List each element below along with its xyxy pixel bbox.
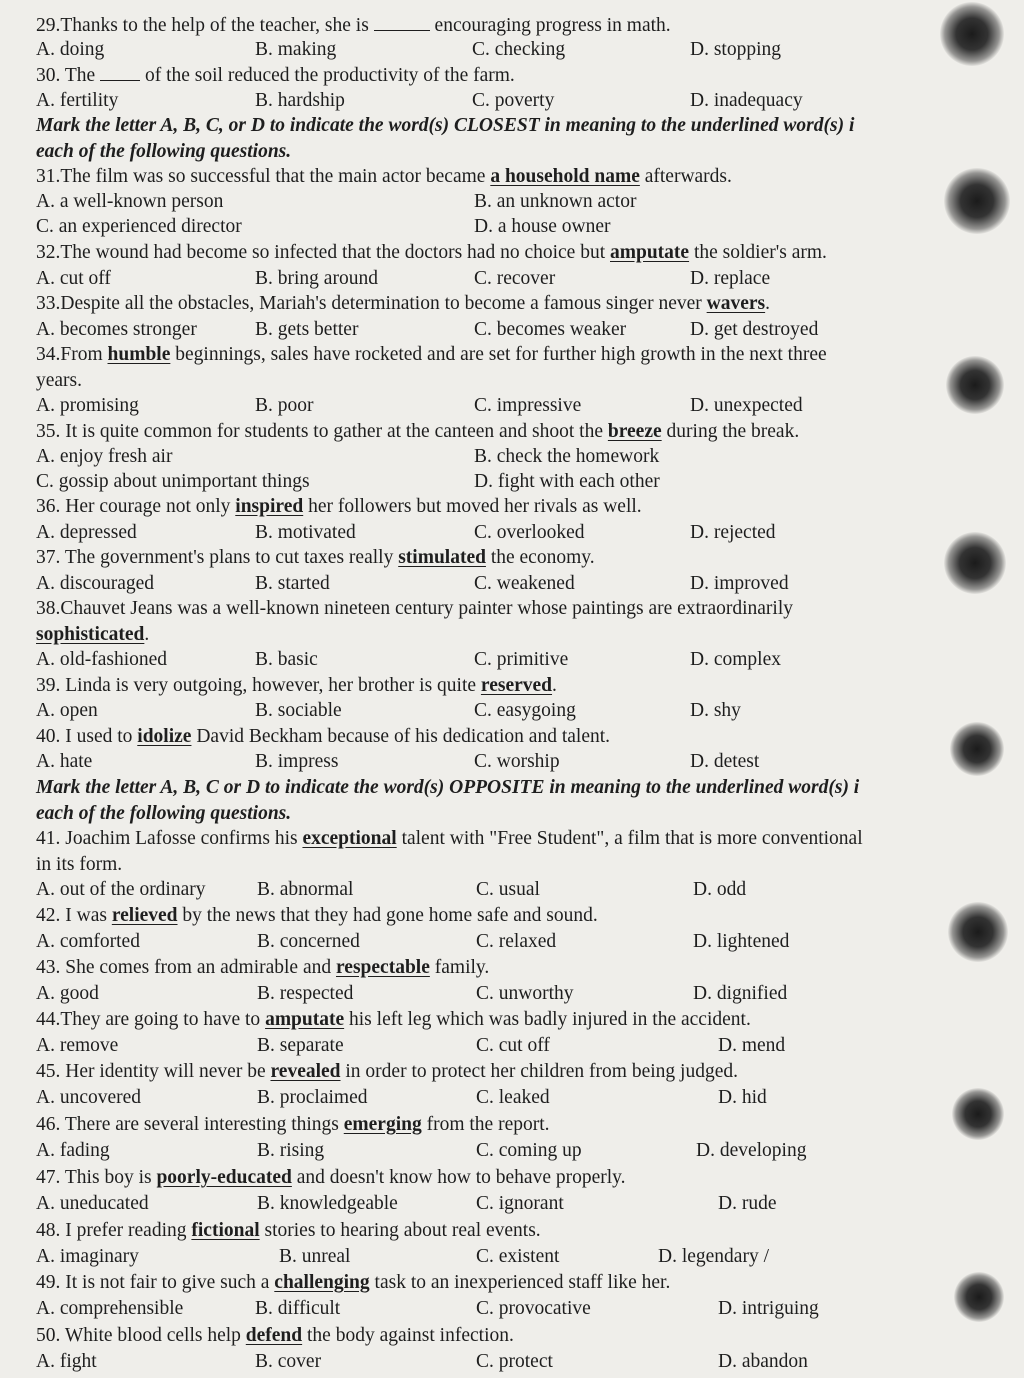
ink-blot: [952, 1088, 1004, 1140]
question-45: [36, 1059, 738, 1084]
question-text: 40. I used to: [36, 726, 138, 747]
option-a: A. out of the ordinary: [36, 879, 206, 900]
instruction-closest-cont: each of the following questions.: [36, 141, 292, 162]
question-38: 38.Chauvet Jeans was a well-known nineteen century painter whose paintings are extraordinarily: [36, 598, 794, 619]
option-d: D. lightened: [693, 931, 790, 952]
question-text: 39. Linda is very outgoing, however, her brother is quite: [36, 675, 481, 696]
question-text: 48. I prefer reading: [36, 1220, 192, 1241]
underlined-word: challenging: [274, 1272, 370, 1293]
options-37: [36, 571, 936, 596]
question-49: [36, 1270, 670, 1295]
question-text: .: [552, 675, 557, 696]
option-d: D. stopping: [690, 39, 782, 60]
question-text: stories to hearing about real events.: [259, 1220, 541, 1241]
question-text: 32.The wound had become so infected that the doctors had no choice but: [36, 242, 610, 263]
question-41-cont: in its form.: [36, 854, 123, 875]
underlined-word: wavers: [706, 293, 766, 314]
option-b: B. proclaimed: [257, 1087, 368, 1108]
options-46: [36, 1138, 936, 1163]
question-text: 33.Despite all the obstacles, Mariah's determination to become a famous singer never: [36, 293, 707, 314]
option-d: D. unexpected: [690, 395, 803, 416]
question-text: the economy.: [485, 547, 595, 568]
option-b: B. bring around: [255, 268, 378, 289]
option-c: C. usual: [476, 879, 540, 900]
option-d: D. odd: [693, 879, 747, 900]
options-48: [36, 1244, 936, 1269]
underlined-word: reserved: [480, 675, 553, 696]
question-text: 31.The film was so successful that the main actor became: [36, 166, 491, 187]
option-b: B. hardship: [255, 90, 345, 111]
option-b: B. abnormal: [257, 879, 354, 900]
ink-blot: [948, 902, 1008, 962]
options-29: [36, 37, 936, 62]
question-text: and doesn't know how to behave properly.: [291, 1167, 626, 1188]
option-d: D. inadequacy: [690, 90, 803, 111]
question-text: 42. I was: [36, 905, 112, 926]
question-41: [36, 826, 863, 851]
option-c: C. existent: [476, 1246, 560, 1267]
options-35-row2: [36, 469, 936, 494]
option-c: C. easygoing: [474, 700, 576, 721]
option-a: A. uncovered: [36, 1087, 142, 1108]
question-text: afterwards.: [639, 166, 732, 187]
option-d: D. rejected: [690, 522, 776, 543]
instruction-opposite-cont: each of the following questions.: [36, 803, 292, 824]
option-d: D. hid: [718, 1087, 767, 1108]
option-b: B. concerned: [257, 931, 360, 952]
question-text: 49. It is not fair to give such a: [36, 1272, 275, 1293]
question-text: by the news that they had gone home safe and sound.: [177, 905, 598, 926]
question-text: his left leg which was badly injured in the accident.: [344, 1009, 751, 1030]
option-a: A. old-fashioned: [36, 649, 168, 670]
option-b: B. an unknown actor: [474, 191, 637, 212]
option-d: D. abandon: [718, 1351, 808, 1372]
option-c: C. relaxed: [476, 931, 557, 952]
options-47: [36, 1191, 936, 1216]
option-c: C. coming up: [476, 1140, 582, 1161]
option-a: A. comforted: [36, 931, 140, 952]
options-34: [36, 393, 936, 418]
question-text: 46. There are several interesting things: [36, 1114, 344, 1135]
option-b: B. basic: [255, 649, 318, 670]
question-text: 34.From: [36, 344, 108, 365]
option-d: D. complex: [690, 649, 781, 670]
underlined-word: revealed: [270, 1061, 341, 1082]
option-d: D. mend: [718, 1035, 786, 1056]
option-b: B. cover: [255, 1351, 322, 1372]
question-34-cont: years.: [36, 370, 83, 391]
option-a: A. promising: [36, 395, 139, 416]
question-text: 30. The: [36, 65, 101, 86]
question-text: in order to protect her children from being judged.: [340, 1061, 738, 1082]
question-text: 50. White blood cells help: [36, 1325, 246, 1346]
option-b: B. impress: [255, 751, 339, 772]
question-text: .: [765, 293, 770, 314]
question-37: [36, 545, 595, 570]
options-41: [36, 877, 936, 902]
option-b: B. gets better: [255, 319, 359, 340]
options-49: [36, 1296, 936, 1321]
question-text: .: [144, 624, 150, 645]
option-c: C. impressive: [474, 395, 582, 416]
question-text: of the soil reduced the productivity of the farm.: [140, 65, 515, 86]
ink-blot: [944, 532, 1006, 594]
option-c: C. gossip about unimportant things: [36, 471, 310, 492]
question-33: [36, 291, 770, 316]
underlined-word: respectable: [336, 957, 430, 978]
question-text: 47. This boy is: [36, 1167, 157, 1188]
question-text: during the break.: [661, 421, 800, 442]
question-text: talent with "Free Student", a film that is more conventional: [396, 828, 863, 849]
option-b: B. started: [255, 573, 330, 594]
question-42: [36, 903, 598, 928]
option-c: C. an experienced director: [36, 216, 242, 237]
instruction-opposite: Mark the letter A, B, C or D to indicate the word(s) OPPOSITE in meaning to the underlined word(s) i: [36, 777, 860, 798]
option-c: C. worship: [474, 751, 560, 772]
question-text: family.: [429, 957, 490, 978]
option-a: A. imaginary: [36, 1246, 139, 1267]
options-40: [36, 749, 936, 774]
underlined-word: relieved: [111, 905, 178, 926]
question-text: from the report.: [421, 1114, 550, 1135]
options-33: [36, 317, 936, 342]
option-a: A. fading: [36, 1140, 110, 1161]
option-b: B. sociable: [255, 700, 342, 721]
underlined-word: poorly-educated: [156, 1167, 292, 1188]
question-44: [36, 1007, 751, 1032]
option-b: B. difficult: [255, 1298, 341, 1319]
question-35: [36, 419, 799, 444]
option-a: A. fight: [36, 1351, 97, 1372]
answer-blank: [374, 12, 430, 31]
question-31: [36, 164, 732, 189]
option-c: C. ignorant: [476, 1193, 564, 1214]
option-b: B. making: [255, 39, 337, 60]
options-38: [36, 647, 936, 672]
option-d: D. legendary /: [658, 1246, 770, 1267]
option-b: B. knowledgeable: [257, 1193, 398, 1214]
option-a: A. fertility: [36, 90, 119, 111]
options-32: [36, 266, 936, 291]
ink-blot: [940, 2, 1004, 66]
option-d: D. fight with each other: [474, 471, 660, 492]
question-text: 45. Her identity will never be: [36, 1061, 271, 1082]
question-text: 44.They are going to have to: [36, 1009, 266, 1030]
answer-blank: [100, 62, 140, 81]
option-d: D. replace: [690, 268, 771, 289]
instruction-closest: Mark the letter A, B, C, or D to indicate the word(s) CLOSEST in meaning to the underlined word(s) i: [36, 115, 855, 136]
option-a: A. comprehensible: [36, 1298, 184, 1319]
question-30: [36, 62, 515, 87]
option-d: D. intriguing: [718, 1298, 819, 1319]
option-c: C. cut off: [476, 1035, 550, 1056]
underlined-word: breeze: [607, 421, 662, 442]
ink-blot: [950, 722, 1004, 776]
underlined-word: stimulated: [398, 547, 486, 568]
option-c: C. protect: [476, 1351, 553, 1372]
option-c: C. recover: [474, 268, 556, 289]
underlined-word: idolize: [137, 726, 192, 747]
option-d: D. rude: [718, 1193, 777, 1214]
ink-blot: [944, 168, 1010, 234]
option-b: B. unreal: [279, 1246, 351, 1267]
underlined-word: defend: [245, 1325, 303, 1346]
options-43: [36, 981, 936, 1006]
options-39: [36, 698, 936, 723]
option-a: A. depressed: [36, 522, 137, 543]
option-c: C. weakened: [474, 573, 575, 594]
underlined-word: sophisticated: [36, 624, 145, 645]
option-c: C. leaked: [476, 1087, 550, 1108]
question-43: [36, 955, 489, 980]
option-a: A. remove: [36, 1035, 119, 1056]
options-31: [36, 189, 936, 214]
question-text: 37. The government's plans to cut taxes really: [36, 547, 399, 568]
options-42: [36, 929, 936, 954]
option-a: A. a well-known person: [36, 191, 224, 212]
option-d: D. detest: [690, 751, 760, 772]
question-32: [36, 240, 827, 265]
option-d: D. shy: [690, 700, 741, 721]
question-39: [36, 673, 557, 698]
option-a: A. enjoy fresh air: [36, 446, 173, 467]
option-d: D. a house owner: [474, 216, 611, 237]
underlined-word: amputate: [610, 242, 690, 263]
option-b: B. rising: [257, 1140, 325, 1161]
question-text: 29.Thanks to the help of the teacher, she is: [36, 15, 374, 36]
ink-blot: [946, 356, 1004, 414]
question-text: 41. Joachim Lafosse confirms his: [36, 828, 303, 849]
options-45: [36, 1085, 936, 1110]
question-50: [36, 1323, 514, 1348]
option-c: C. unworthy: [476, 983, 574, 1004]
option-c: C. overlooked: [474, 522, 585, 543]
option-d: D. dignified: [693, 983, 788, 1004]
option-a: A. uneducated: [36, 1193, 149, 1214]
question-36: [36, 494, 642, 519]
underlined-word: exceptional: [302, 828, 397, 849]
question-46: [36, 1112, 550, 1137]
options-30: [36, 88, 936, 113]
ink-blot: [954, 1272, 1004, 1322]
option-a: A. good: [36, 983, 99, 1004]
option-c: C. checking: [472, 39, 566, 60]
options-31-row2: [36, 214, 936, 239]
option-b: B. check the homework: [474, 446, 660, 467]
option-a: A. hate: [36, 751, 93, 772]
question-text: the soldier's arm.: [689, 242, 827, 263]
option-c: C. primitive: [474, 649, 569, 670]
option-c: C. poverty: [472, 90, 555, 111]
question-48: [36, 1218, 541, 1243]
option-b: B. motivated: [255, 522, 356, 543]
options-36: [36, 520, 936, 545]
underlined-word: emerging: [343, 1114, 422, 1135]
question-34: [36, 342, 827, 367]
option-d: D. developing: [696, 1140, 807, 1161]
option-c: C. provocative: [476, 1298, 591, 1319]
option-d: D. improved: [690, 573, 789, 594]
question-text: encouraging progress in math.: [429, 15, 671, 36]
question-29: [36, 12, 671, 37]
options-50: [36, 1349, 936, 1374]
question-47: [36, 1165, 626, 1190]
option-d: D. get destroyed: [690, 319, 819, 340]
underlined-word: inspired: [235, 496, 304, 517]
option-a: A. open: [36, 700, 98, 721]
question-text: task to an inexperienced staff like her.: [369, 1272, 671, 1293]
underlined-word: fictional: [191, 1220, 260, 1241]
question-text: 43. She comes from an admirable and: [36, 957, 336, 978]
underlined-word: amputate: [265, 1009, 345, 1030]
option-b: B. separate: [257, 1035, 344, 1056]
question-text: David Beckham because of his dedication and talent.: [191, 726, 611, 747]
question-text: 35. It is quite common for students to gather at the canteen and shoot the: [36, 421, 608, 442]
options-35: [36, 444, 936, 469]
options-44: [36, 1033, 936, 1058]
question-38-cont: [36, 622, 149, 647]
question-text: her followers but moved her rivals as well.: [303, 496, 642, 517]
question-text: beginnings, sales have rocketed and are set for further high growth in the next three: [170, 344, 827, 365]
question-40: [36, 724, 610, 749]
option-a: A. discouraged: [36, 573, 155, 594]
option-b: B. respected: [257, 983, 354, 1004]
option-a: A. cut off: [36, 268, 111, 289]
question-text: 36. Her courage not only: [36, 496, 236, 517]
option-a: A. doing: [36, 39, 105, 60]
question-text: the body against infection.: [302, 1325, 514, 1346]
underlined-word: humble: [107, 344, 171, 365]
option-b: B. poor: [255, 395, 314, 416]
underlined-word: a household name: [490, 166, 640, 187]
option-a: A. becomes stronger: [36, 319, 197, 340]
option-c: C. becomes weaker: [474, 319, 627, 340]
